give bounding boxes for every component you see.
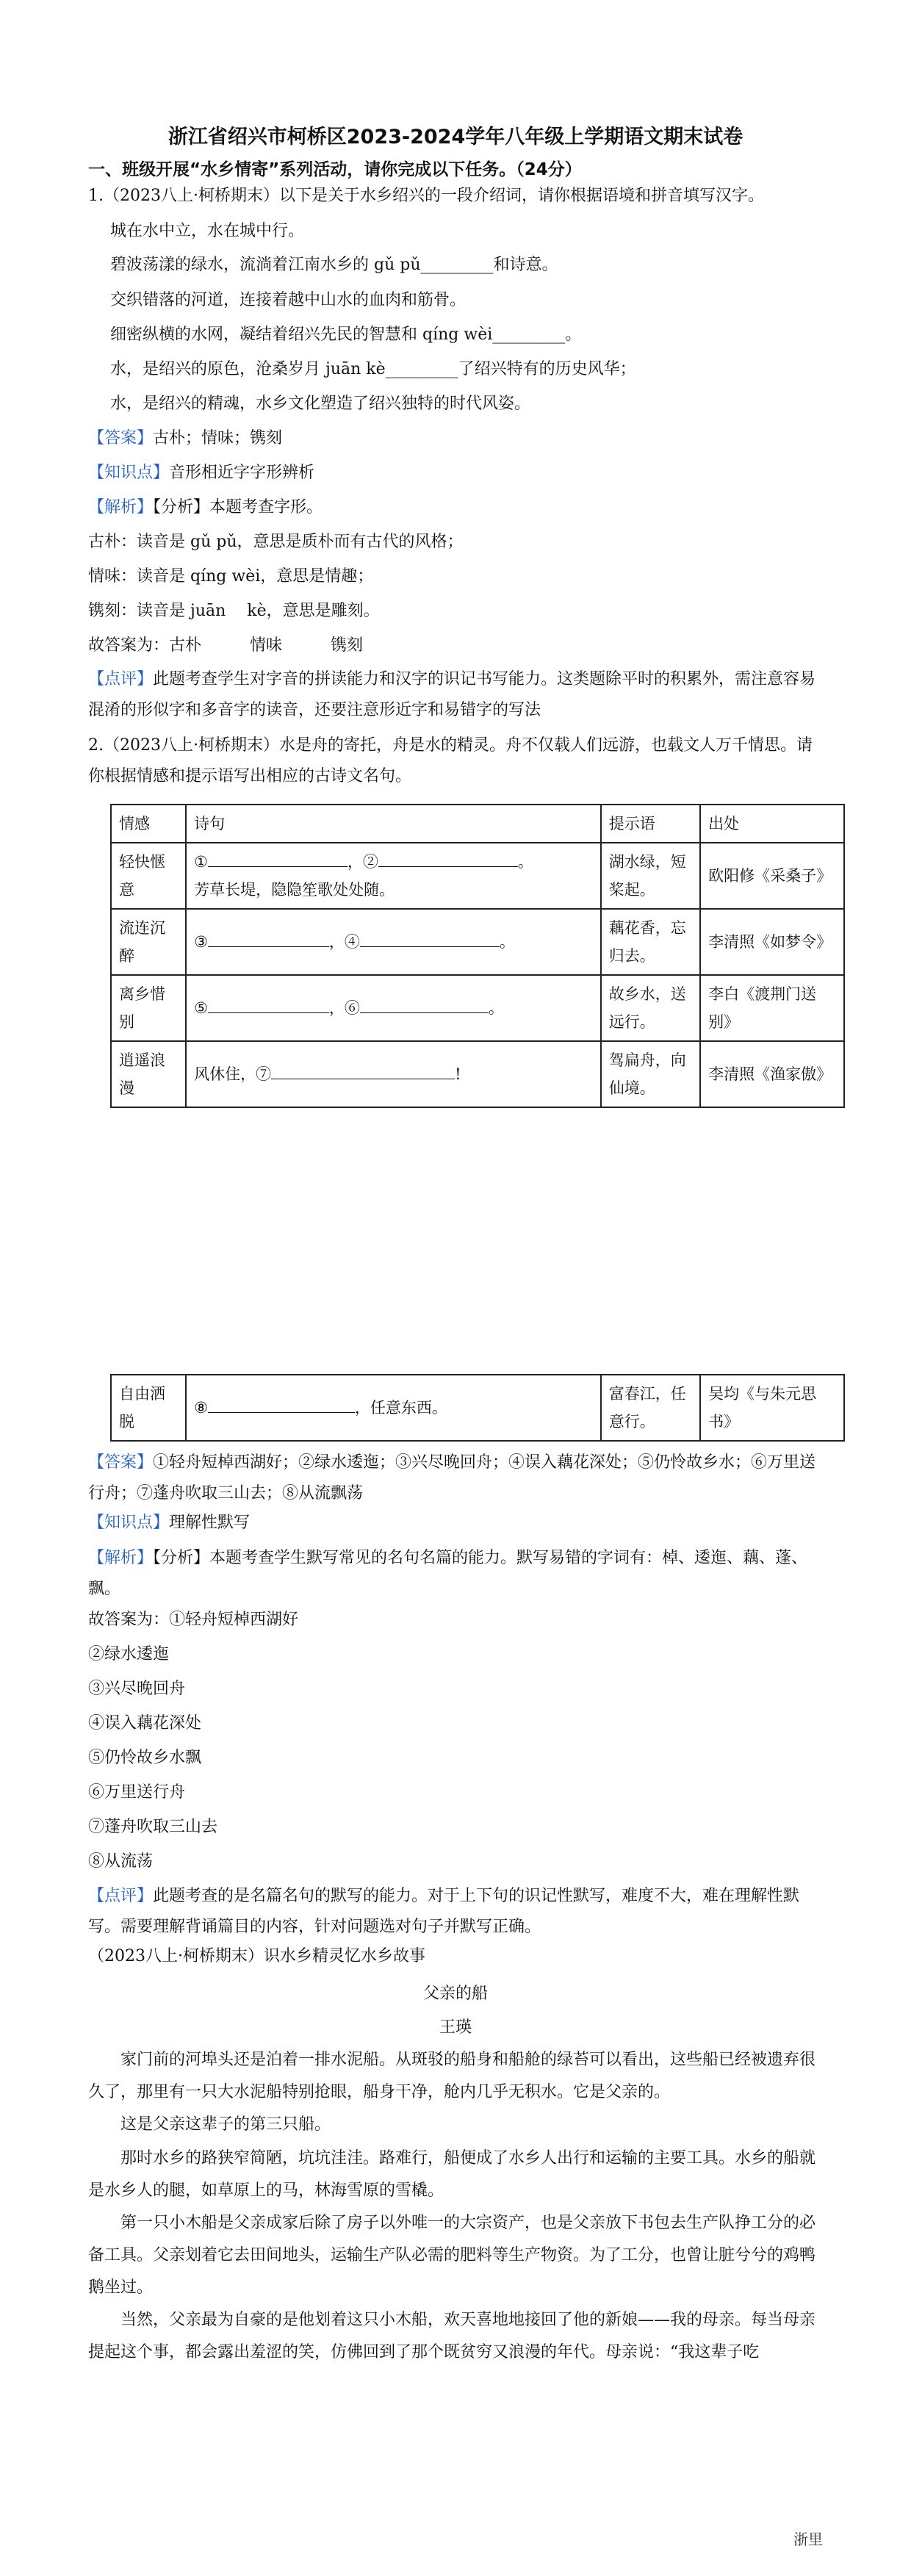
poem-table-continued: [110, 1374, 845, 1442]
hint-cell: 故乡水，送远行。: [601, 975, 700, 1041]
passage-paragraph: 这是父亲这辈子的第三只船。: [120, 2115, 331, 2134]
answer-blank[interactable]: [271, 1061, 455, 1079]
emotion-cell: 自由洒脱: [111, 1375, 186, 1441]
q1-stem: 1.（2023八上·柯桥期末）以下是关于水乡绍兴的一段介绍词，请你根据语境和拼音填写汉字。: [88, 187, 764, 205]
comment-label: 【点评】: [88, 1887, 154, 1905]
passage-author: 王瑛: [439, 2018, 472, 2037]
q1-analysis: [88, 497, 323, 519]
q1-detail: 古朴：读音是 gǔ pǔ，意思是质朴而有古代的风格；: [88, 533, 464, 551]
comment-text: 此题考查学生对字音的拼读能力和汉字的识记书写能力。这类题除平时的积累外，需注意容易混淆的形似字和多音字的读音，还要注意形近字和易错字的写法: [88, 670, 816, 719]
verse-cell: [186, 975, 601, 1041]
hint-cell: 藕花香，忘归去。: [601, 909, 700, 975]
blank-number: ①: [194, 853, 208, 871]
kp-text: 理解性默写: [169, 1514, 251, 1532]
q2-answer-item: ⑧从流荡: [88, 1852, 154, 1871]
q1-detail: 故答案为：古朴 情味 镌刻: [88, 636, 364, 655]
emotion-cell: 离乡惜别: [111, 975, 186, 1041]
page-footer: 浙里: [793, 2530, 823, 2548]
table-row: [111, 975, 844, 1041]
q2-comment: [88, 1881, 823, 1943]
q2-answer-item: ④误入藕花深处: [88, 1714, 202, 1733]
table-row: [111, 1375, 844, 1441]
passage-paragraph: 那时水乡的路狭窄简陋，坑坑洼洼。路难行，船便成了水乡人出行和运输的主要工具。水乡的船就是水乡人的腿，如草原上的马，林海雪原的雪橇。: [88, 2149, 816, 2200]
punct: !: [455, 1065, 461, 1083]
q2-answer-item: ⑦蓬舟吹取三山去: [88, 1818, 218, 1836]
emotion-cell: 轻快惬意: [111, 843, 186, 909]
punct: 。: [517, 853, 533, 871]
blank-number: ，⑥: [328, 999, 360, 1017]
passage-paragraph: 第一只小木船是父亲成家后除了房子以外唯一的大宗资产，也是父亲放下书包去生产队挣工分的必备工具。父亲划着它去田间地头，运输生产队必需的肥料等生产物资。为了工分，也曾让脏兮兮的鸡鸭鹅坐过。: [88, 2214, 816, 2297]
source-cell: 李清照《如梦令》: [700, 909, 844, 975]
header-cell: 诗句: [186, 805, 601, 843]
blank-number: ，②: [347, 853, 378, 871]
q2-analysis: [88, 1543, 823, 1605]
answer-blank[interactable]: [208, 995, 329, 1013]
passage-title: 父亲的船: [422, 1985, 488, 2003]
q2-knowledge-point: [88, 1512, 250, 1534]
table-row: [111, 843, 844, 909]
passage-paragraph: 家门前的河埠头还是泊着一排水泥船。从斑驳的船身和船舱的绿苔可以看出，这些船已经被遗弃很久了，那里有一只大水泥船特别抢眼，船身干净，舱内几乎无积水。它是父亲的。: [88, 2051, 816, 2101]
q2-answer-item: 故答案为：①轻舟短棹西湖好: [88, 1611, 299, 1629]
page-title: 浙江省绍兴市柯桥区2023-2024学年八年级上学期语文期末试卷: [168, 126, 743, 148]
header-cell: 提示语: [601, 805, 700, 843]
blank-number: ⑧: [194, 1399, 208, 1417]
q2-answer-item: ③兴尽晚回舟: [88, 1680, 186, 1698]
header-cell: 情感: [111, 805, 186, 843]
verse-cell: [186, 1041, 601, 1107]
q2-answer-item: ②绿水逶迤: [88, 1645, 170, 1663]
q1-line: 水，是绍兴的精魂，水乡文化塑造了绍兴独特的时代风姿。: [110, 395, 531, 413]
answer-text: 古朴；情味；镌刻: [153, 429, 283, 447]
verse-extra: 芳草长堤，隐隐笙歌处处随。: [194, 881, 395, 899]
q1-line: 碧波荡漾的绿水，流淌着江南水乡的 gǔ pǔ_________和诗意。: [110, 256, 558, 274]
verse-cell: [186, 1375, 601, 1441]
analysis-text: 【分析】本题考查字形。: [153, 498, 323, 517]
kp-text: 音形相近字字形辨析: [169, 464, 315, 482]
answer-blank[interactable]: [208, 929, 329, 947]
q1-detail: 镌刻：读音是 juān kè，意思是雕刻。: [88, 602, 380, 620]
blank-number: ，④: [328, 933, 360, 951]
hint-cell: 富春江，任意行。: [601, 1375, 700, 1441]
source-cell: 李清照《渔家傲》: [700, 1041, 844, 1107]
q2-stem: 2.（2023八上·柯桥期末）水是舟的寄托，舟是水的精灵。舟不仅载人们远游，也载文人万千情思。请你根据情感和提示语写出相应的古诗文名句。: [88, 736, 813, 785]
section-heading: 一、班级开展“水乡情寄”系列活动，请你完成以下任务。（24分）: [88, 160, 582, 179]
q2-answer-item: ⑥万里送行舟: [88, 1783, 186, 1802]
punct: 。: [499, 933, 515, 951]
q1-line: 城在水中立，水在城中行。: [110, 222, 305, 240]
source-cell: 欧阳修《采桑子》: [700, 843, 844, 909]
table-header-row: [111, 805, 844, 843]
comment-label: 【点评】: [88, 670, 154, 688]
source-cell: 吴均《与朱元思书》: [700, 1375, 844, 1441]
answer-blank[interactable]: [378, 849, 518, 867]
verse-prefix: 风休住，⑦: [194, 1065, 272, 1083]
q2-answer-item: ⑤仍怜故乡水飘: [88, 1749, 202, 1767]
passage-paragraph: 当然，父亲最为自豪的是他划着这只小木船，欢天喜地地接回了他的新娘——我的母亲。每当母亲提起这个事，都会露出羞涩的笑，仿佛回到了那个既贫穷又浪漫的年代。母亲说：“我这辈子吃: [88, 2311, 816, 2361]
verse-cell: [186, 909, 601, 975]
analysis-text: 【分析】本题考查学生默写常见的名句名篇的能力。默写易错的字词有：棹、逶迤、藕、蓬、飘。: [88, 1549, 808, 1598]
emotion-cell: 流连沉醉: [111, 909, 186, 975]
q1-line: 交织错落的河道，连接着越中山水的血肉和筋骨。: [110, 291, 467, 309]
verse-suffix: ，任意东西。: [354, 1399, 447, 1417]
punct: 。: [488, 999, 504, 1017]
analysis-label: 【解析】: [88, 1549, 154, 1567]
reading-intro: （2023八上·柯桥期末）识水乡精灵忆水乡故事: [88, 1947, 425, 1965]
emotion-cell: 逍遥浪漫: [111, 1041, 186, 1107]
header-cell: 出处: [700, 805, 844, 843]
answer-blank[interactable]: [208, 1395, 355, 1413]
source-cell: 李白《渡荆门送别》: [700, 975, 844, 1041]
kp-label: 【知识点】: [88, 1514, 170, 1532]
table-row: [111, 909, 844, 975]
hint-cell: 湖水绿，短桨起。: [601, 843, 700, 909]
blank-number: ③: [194, 933, 208, 951]
q1-knowledge-point: [88, 462, 314, 484]
verse-cell: [186, 843, 601, 909]
answer-blank[interactable]: [360, 995, 489, 1013]
kp-label: 【知识点】: [88, 464, 170, 482]
answer-label: 【答案】: [88, 429, 154, 447]
q1-answer: [88, 428, 282, 450]
q1-comment: [88, 664, 823, 726]
comment-text: 此题考查的是名篇名句的默写的能力。对于上下句的识记性默写，难度不大，难在理解性默写。需要理解背诵篇目的内容，针对问题选对句子并默写正确。: [88, 1887, 800, 1936]
answer-text: ①轻舟短棹西湖好；②绿水逶迤；③兴尽晚回舟；④误入藕花深处；⑤仍怜故乡水；⑥万里送行舟；⑦蓬舟吹取三山去；⑧从流飘荡: [88, 1453, 816, 1503]
q1-line: 水，是绍兴的原色，沧桑岁月 juān kè_________了绍兴特有的历史风华；: [110, 360, 636, 378]
q1-line: 细密纵横的水网，凝结着绍兴先民的智慧和 qíng wèi_________。: [110, 325, 582, 344]
q2-answer: [88, 1447, 823, 1509]
poem-table: [110, 804, 845, 1108]
table-row: [111, 1041, 844, 1107]
answer-blank[interactable]: [360, 929, 500, 947]
blank-number: ⑤: [194, 999, 208, 1017]
answer-label: 【答案】: [88, 1453, 154, 1472]
analysis-label: 【解析】: [88, 498, 154, 517]
hint-cell: 驾扁舟，向仙境。: [601, 1041, 700, 1107]
q1-detail: 情味：读音是 qíng wèi，意思是情趣；: [88, 567, 374, 586]
answer-blank[interactable]: [208, 849, 348, 867]
